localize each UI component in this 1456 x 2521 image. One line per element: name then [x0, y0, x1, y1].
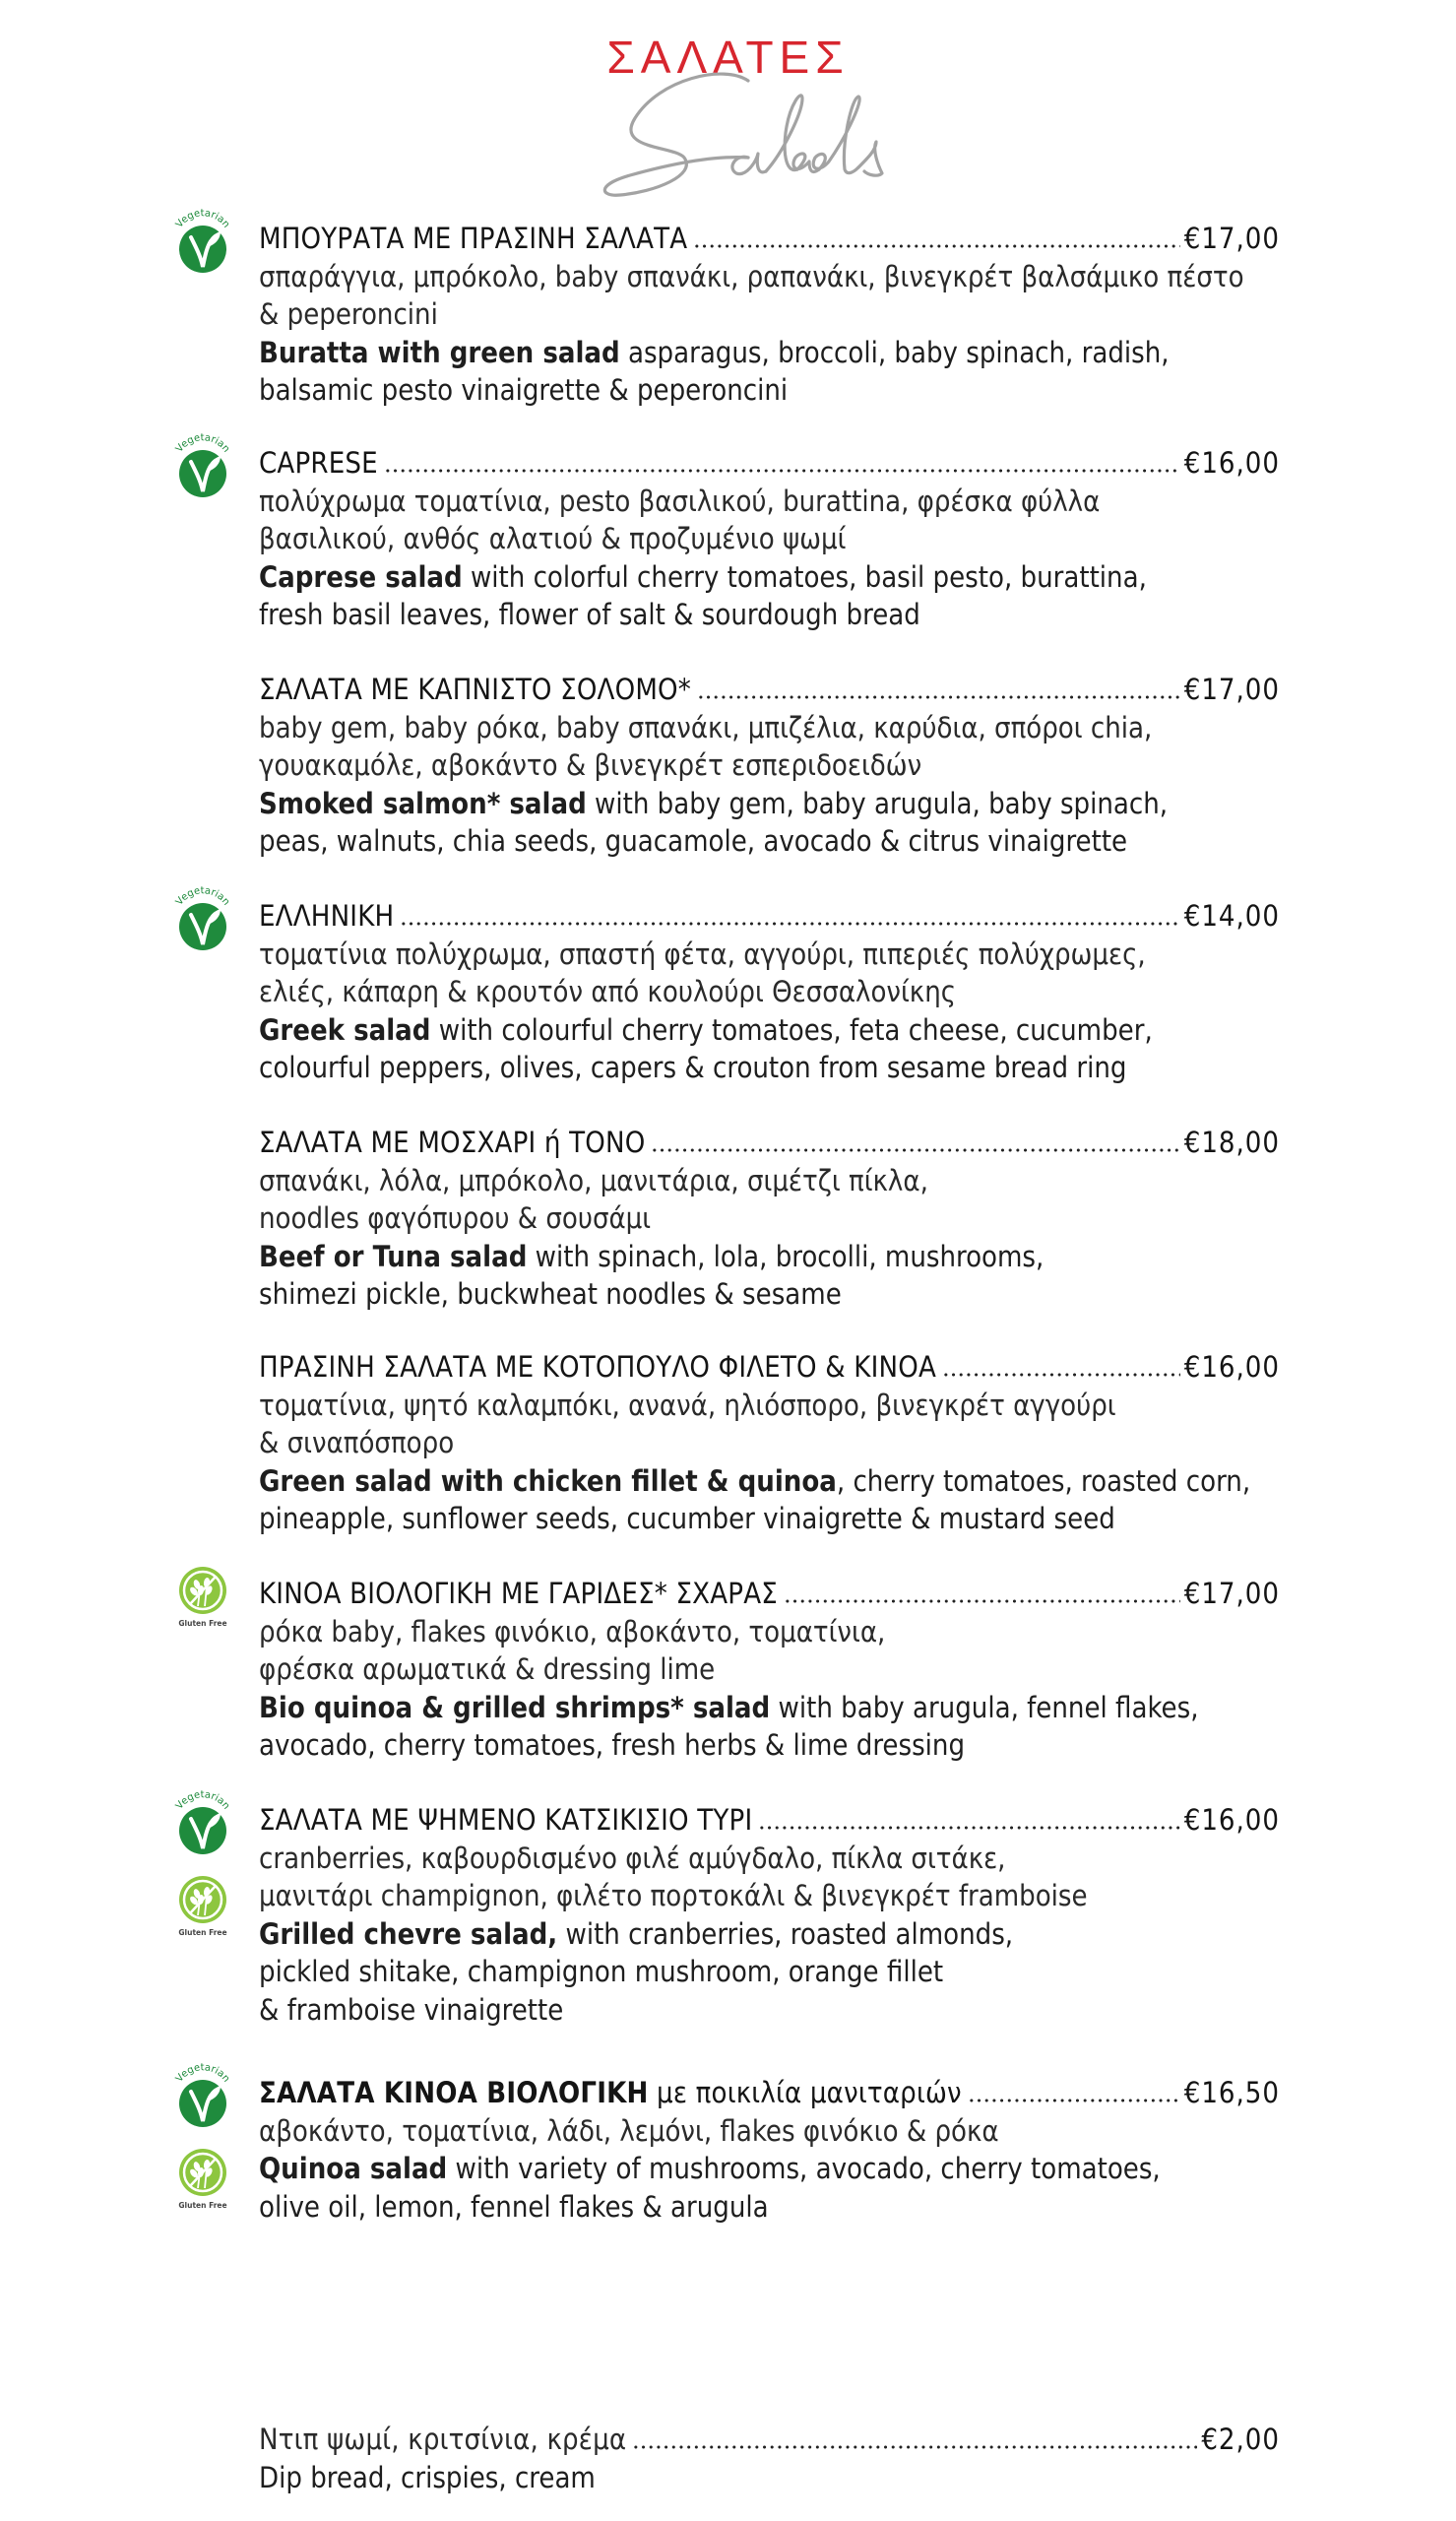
- item-english-name: Caprese salad: [259, 559, 463, 594]
- item-description-english: [259, 2150, 1280, 2188]
- dot-leader: [968, 2099, 1180, 2102]
- extra-item-dip-bread: [259, 2421, 1280, 2496]
- svg-text:Gluten Free: Gluten Free: [178, 1619, 227, 1628]
- item-english-text: , cherry tomatoes, roasted corn,: [836, 1463, 1251, 1498]
- item-name: [259, 444, 378, 483]
- item-title-row: [259, 1348, 1280, 1387]
- item-english-text: with baby gem, baby arugula, baby spinach,: [586, 786, 1169, 820]
- item-price: €16,00: [1183, 446, 1280, 480]
- item-name-text: ΕΛΛΗΝΙΚΗ: [259, 899, 395, 933]
- item-price: €16,50: [1183, 2076, 1280, 2109]
- item-name: [259, 1801, 752, 1840]
- item-description-greek: τοματίνια πολύχρωμα, σπαστή φέτα, αγγούρι, πιπεριές πολύχρωμες,: [259, 937, 1146, 971]
- diet-badges: [167, 1787, 238, 1941]
- svg-text:Vegetarian: Vegetarian: [173, 1789, 232, 1812]
- menu-item: [173, 432, 1280, 634]
- item-english-name: Grilled chevre salad,: [259, 1916, 558, 1951]
- item-description-greek: τοματίνια, ψητό καλαμπόκι, ανανά, ηλιόσπορο, βινεγκρέτ αγγούρι: [259, 1388, 1116, 1422]
- item-english-name: Buratta with green salad: [259, 335, 620, 369]
- item-name-text: CAPRESE: [259, 446, 378, 480]
- item-description-english: [259, 1689, 1280, 1727]
- menu-header: [0, 0, 1456, 207]
- diet-badges: [167, 206, 238, 277]
- item-name-bold: ΣΑΛΑΤΑ ΚΙΝΟΑ ΒΙΟΛΟΓΙΚΗ: [259, 2076, 649, 2109]
- vegetarian-icon: [167, 206, 238, 277]
- item-title-row: [259, 1801, 1280, 1840]
- menu-item: [259, 671, 1280, 861]
- extra-name: Ντιπ ψωμί, κριτσίνια, κρέμα: [259, 2423, 627, 2456]
- item-title-row: [259, 1124, 1280, 1162]
- extra-description-english: Dip bread, crispies, cream: [259, 2460, 596, 2494]
- item-description-greek: ρόκα baby, flakes φινόκιο, αβοκάντο, τοματίνια,: [259, 1614, 886, 1648]
- item-english-text: with baby arugula, fennel flakes,: [770, 1690, 1199, 1724]
- dot-leader: [784, 1599, 1180, 1603]
- item-description-english: [259, 1238, 1280, 1276]
- item-price: €17,00: [1183, 1577, 1280, 1610]
- item-description-english: [259, 785, 1280, 823]
- vegetarian-icon: [167, 2060, 238, 2131]
- item-description-greek: & σιναπόσπορο: [259, 1426, 455, 1459]
- vegetarian-icon: [167, 1787, 238, 1858]
- menu-item: [259, 1124, 1280, 1314]
- dot-leader: [758, 1826, 1179, 1830]
- item-name-text: ΚΙΝΟΑ ΒΙΟΛΟΓΙΚΗ ΜΕ ΓΑΡΙΔΕΣ* ΣΧΑΡΑΣ: [259, 1577, 778, 1610]
- vegetarian-icon: [167, 430, 238, 501]
- item-english-name: Bio quinoa & grilled shrimps* salad: [259, 1690, 771, 1724]
- diet-badges: [167, 1561, 238, 1632]
- item-description-english: balsamic pesto vinaigrette & peperoncini: [259, 373, 789, 407]
- diet-badges: [167, 883, 238, 954]
- item-english-text: with spinach, lola, brocolli, mushrooms,: [527, 1239, 1045, 1273]
- item-price: €16,00: [1183, 1803, 1280, 1837]
- item-description-greek: αβοκάντο, τοματίνια, λάδι, λεμόνι, flakes φινόκιο & ρόκα: [259, 2113, 999, 2148]
- item-title-row: [259, 671, 1280, 709]
- item-description-greek: γουακαμόλε, αβοκάντο & βινεγκρέτ εσπεριδοειδών: [259, 748, 922, 782]
- item-english-name: Greek salad: [259, 1012, 431, 1047]
- item-price: €17,00: [1183, 673, 1280, 706]
- item-description-greek: βασιλικού, ανθός αλατιού & προζυμένιο ψωμί: [259, 522, 847, 555]
- item-description-greek: πολύχρωμα τοματίνια, pesto βασιλικού, burattina, φρέσκα φύλλα: [259, 484, 1101, 518]
- item-price: €14,00: [1183, 899, 1280, 933]
- gluten-free-icon: [167, 1561, 238, 1632]
- svg-text:Vegetarian: Vegetarian: [173, 208, 232, 230]
- item-description-english: peas, walnuts, chia seeds, guacamole, avocado & citrus vinaigrette: [259, 824, 1128, 858]
- item-name: [259, 220, 687, 258]
- menu-item: [173, 885, 1280, 1087]
- svg-text:Vegetarian: Vegetarian: [173, 432, 232, 455]
- menu-item: [173, 1789, 1280, 2029]
- section-title-greek: ΣΑΛΑΤΕΣ: [606, 32, 850, 83]
- item-name-text: ΣΑΛΑΤΑ ΜΕ ΚΑΠΝΙΣΤΟ ΣΟΛΟΜΟ*: [259, 673, 692, 706]
- item-name: [259, 2074, 962, 2112]
- item-description-greek: σπανάκι, λόλα, μπρόκολο, μανιτάρια, σιμέτζι πίκλα,: [259, 1163, 928, 1197]
- item-description-greek: σπαράγγια, μπρόκολο, baby σπανάκι, ραπανάκι, βινεγκρέτ βαλσάμικο πέστο: [259, 259, 1244, 293]
- item-description-english: [259, 1915, 1280, 1954]
- item-english-text: with variety of mushrooms, avocado, cherry tomatoes,: [447, 2152, 1161, 2185]
- item-description-english: colourful peppers, olives, capers & crouton from sesame bread ring: [259, 1051, 1127, 1084]
- item-description-english: [259, 1462, 1280, 1501]
- item-name: [259, 897, 394, 936]
- svg-text:Gluten Free: Gluten Free: [178, 2201, 227, 2210]
- item-description-english: olive oil, lemon, fennel flakes & arugula: [259, 2189, 769, 2224]
- item-name: [259, 1348, 936, 1387]
- item-description-english: pickled shitake, champignon mushroom, orange fillet: [259, 1955, 944, 1988]
- dot-leader: [384, 469, 1180, 473]
- dot-leader: [400, 922, 1179, 926]
- item-english-name: Smoked salmon* salad: [259, 786, 587, 820]
- item-english-text: with colourful cherry tomatoes, feta cheese, cucumber,: [430, 1012, 1153, 1047]
- item-english-text: asparagus, broccoli, baby spinach, radish,: [619, 335, 1170, 369]
- gluten-free-icon: [167, 2143, 238, 2214]
- dot-leader: [632, 2445, 1197, 2449]
- item-description-greek: ελιές, κάπαρη & κρουτόν από κουλούρι Θεσσαλονίκης: [259, 975, 957, 1008]
- item-title-row: [259, 2074, 1280, 2112]
- menu-item: [173, 208, 1280, 410]
- menu-item: [173, 2062, 1280, 2226]
- dot-leader: [697, 695, 1180, 699]
- item-title-row: [259, 444, 1280, 483]
- item-title-row: [259, 897, 1280, 936]
- item-description-english: fresh basil leaves, flower of salt & sourdough bread: [259, 598, 920, 631]
- svg-text:Vegetarian: Vegetarian: [173, 2062, 232, 2085]
- item-description-english: pineapple, sunflower seeds, cucumber vinaigrette & mustard seed: [259, 1502, 1115, 1535]
- dot-leader: [651, 1148, 1179, 1152]
- item-description-greek: noodles φαγόπυρου & σουσάμι: [259, 1201, 652, 1235]
- item-description-english: [259, 1011, 1280, 1050]
- gluten-free-icon: [167, 1870, 238, 1941]
- item-description-english: avocado, cherry tomatoes, fresh herbs & lime dressing: [259, 1728, 966, 1762]
- item-name: [259, 1575, 778, 1613]
- extra-price: €2,00: [1201, 2423, 1280, 2456]
- item-description-english: [259, 558, 1280, 597]
- menu-item: [178, 1575, 1280, 1765]
- item-description-greek: μανιτάρι champignon, φιλέτο πορτοκάλι & βινεγκρέτ framboise: [259, 1879, 1088, 1912]
- dot-leader: [942, 1373, 1180, 1377]
- item-description-english: shimezi pickle, buckwheat noodles & sesame: [259, 1277, 842, 1311]
- item-description-english: & framboise vinaigrette: [259, 1992, 564, 2027]
- diet-badges: [167, 430, 238, 501]
- item-price: €17,00: [1183, 222, 1280, 255]
- extra-title-row: [259, 2421, 1280, 2459]
- item-description-greek: baby gem, baby ρόκα, baby σπανάκι, μπιζέλια, καρύδια, σπόροι chia,: [259, 710, 1153, 744]
- item-name-text: ΠΡΑΣΙΝΗ ΣΑΛΑΤΑ ΜΕ ΚΟΤΟΠΟΥΛΟ ΦΙΛΕΤΟ & ΚΙΝΟΑ: [259, 1350, 936, 1384]
- item-price: €18,00: [1183, 1126, 1280, 1159]
- svg-text:Gluten Free: Gluten Free: [178, 1928, 227, 1937]
- item-description-english: [259, 334, 1280, 372]
- item-english-text: with colorful cherry tomatoes, basil pesto, burattina,: [462, 559, 1147, 594]
- diet-badges: [167, 2060, 238, 2214]
- menu-item: [259, 1348, 1280, 1538]
- item-price: €16,00: [1183, 1350, 1280, 1384]
- item-description-greek: cranberries, καβουρδισμένο φιλέ αμύγδαλο, πίκλα σιτάκε,: [259, 1841, 1006, 1875]
- item-title-row: [259, 1575, 1280, 1613]
- dot-leader: [693, 244, 1179, 248]
- svg-text:Vegetarian: Vegetarian: [173, 885, 232, 908]
- item-name: [259, 671, 691, 709]
- item-english-name: Quinoa salad: [259, 2152, 448, 2185]
- item-name: [259, 1124, 645, 1162]
- item-name-text: ΣΑΛΑΤΑ ΜΕ ΜΟΣΧΑΡΙ ή ΤΟΝΟ: [259, 1126, 646, 1159]
- item-title-row: [259, 220, 1280, 258]
- item-description-greek: φρέσκα αρωματικά & dressing lime: [259, 1652, 716, 1686]
- item-english-name: Green salad with chicken fillet & quinoa: [259, 1463, 837, 1498]
- item-english-text: with cranberries, roasted almonds,: [557, 1916, 1014, 1951]
- item-description-greek: & peperoncini: [259, 297, 438, 331]
- item-name-text: με ποικιλία μανιταριών: [648, 2076, 962, 2109]
- item-name-text: ΜΠΟΥΡΑΤΑ ΜΕ ΠΡΑΣΙΝΗ ΣΑΛΑΤΑ: [259, 222, 688, 255]
- item-name-text: ΣΑΛΑΤΑ ΜΕ ΨΗΜΕΝΟ ΚΑΤΣΙΚΙΣΙΟ ΤΥΡΙ: [259, 1803, 753, 1837]
- item-english-name: Beef or Tuna salad: [259, 1239, 528, 1273]
- vegetarian-icon: [167, 883, 238, 954]
